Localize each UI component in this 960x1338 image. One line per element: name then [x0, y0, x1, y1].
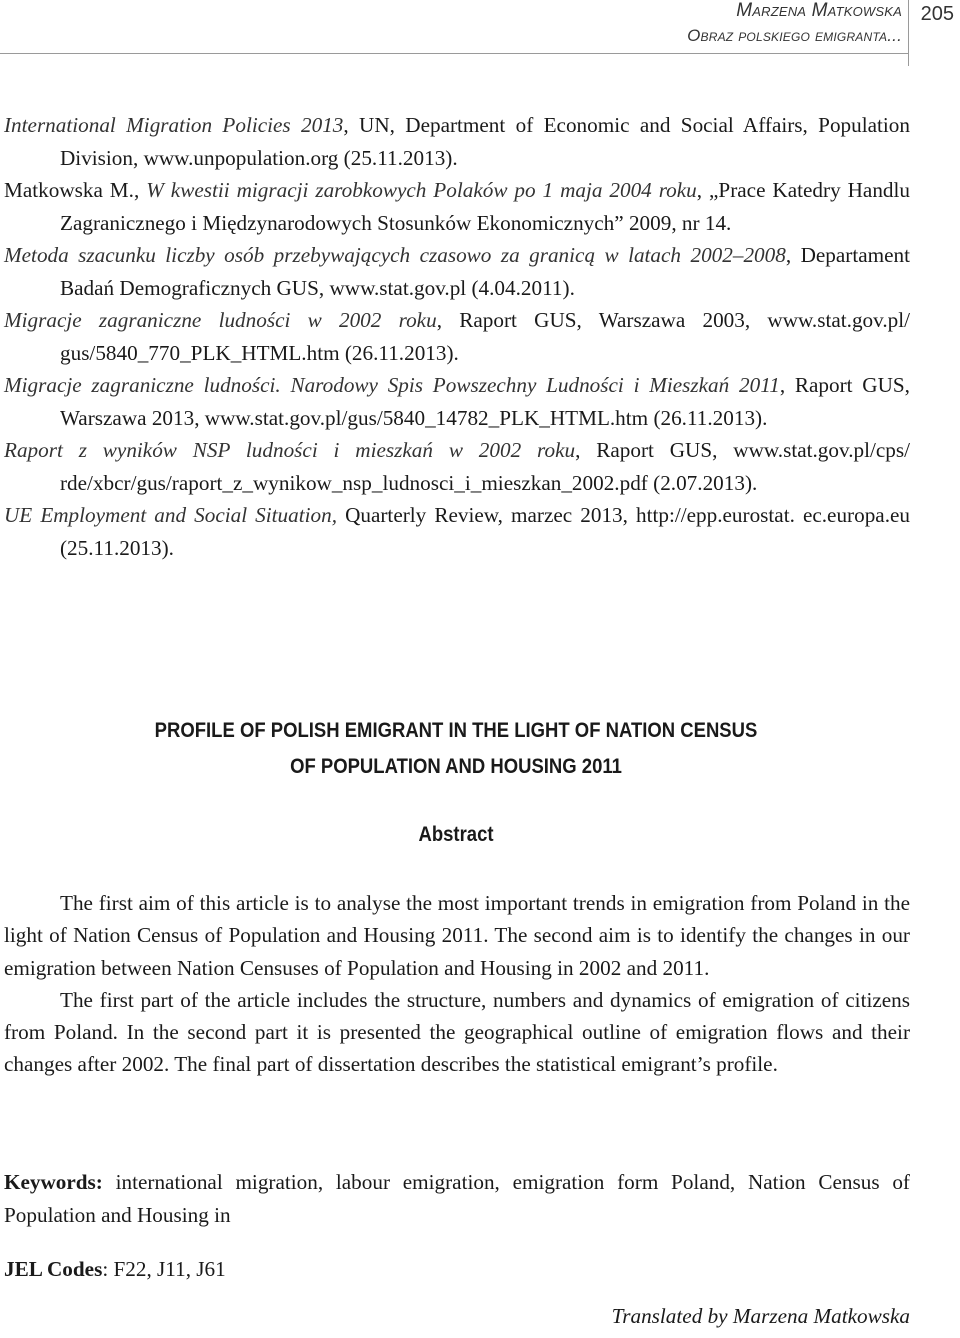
reference-item [4, 174, 910, 239]
reference-title: UE Employment and Social Situation, [4, 503, 337, 527]
reference-title: Migracje zagraniczne ludności. Narodowy Spis Powszechny Ludności i Mieszkań 2011 [4, 373, 780, 397]
reference-details: , Raport GUS, Warszawa 2013, www.stat.gov.pl/gus/5840_14782_PLK_HTML.htm (26.11.2013). [60, 373, 910, 430]
page-number: 205 [920, 3, 954, 25]
reference-details: , Raport GUS, Warszawa 2003, www.stat.gov.pl/ gus/5840_770_PLK_HTML.htm (26.11.2013). [60, 308, 911, 365]
abstract-paragraph: The first aim of this article is to analyse the most important trends in emigration from Poland in the light of Nation Census of Population and Housing 2011. The second aim is to identify the changes in our emigration between Nation Censuses of Population and Housing in 2002 and 2011. [4, 891, 910, 980]
reference-item [4, 239, 910, 304]
header-vertical-rule [908, 0, 909, 66]
running-header-title: Obraz polskiego emigranta... [687, 26, 902, 45]
reference-item [4, 109, 910, 174]
reference-title: International Migration Policies 2013 [4, 113, 344, 137]
keywords-label: Keywords: [4, 1170, 103, 1194]
reference-details: , Departament Badań Demograficznych GUS, www.stat.gov.pl (4.04.2011). [60, 243, 910, 300]
keywords [4, 1166, 910, 1232]
abstract-heading: Abstract [418, 822, 494, 846]
reference-item [4, 304, 910, 369]
abstract-paragraph: The first part of the article includes the structure, numbers and dynamics of emigration of citizens from Poland. In the second part it is presented the geographical outline of emigration flows and their changes after 2002. The final part of dissertation describes the statistical emigrant’s profile. [4, 987, 910, 1077]
reference-title: Raport z wyników NSP ludności i mieszkań w 2002 roku [4, 438, 576, 462]
reference-author: Matkowska M., [4, 178, 147, 202]
reference-details: Quarterly Review, marzec 2013, http://epp.eurostat. ec.europa.eu (25.11.2013). [60, 503, 910, 560]
keywords-text: international migration, labour emigration, emigration form Poland, Nation Census of Population and Housing in [4, 1170, 910, 1227]
article-title-line-1: PROFILE OF POLISH EMIGRANT IN THE LIGHT OF NATION CENSUS [154, 718, 758, 742]
reference-item [4, 369, 910, 434]
reference-title: Migracje zagraniczne ludności w 2002 roku [4, 308, 437, 332]
reference-item [4, 434, 910, 499]
reference-details: , UN, Department of Economic and Social Affairs, Population Division, www.unpopulation.org (25.11.2013). [60, 113, 910, 170]
running-header-author: Marzena Matkowska [736, 0, 902, 21]
reference-details: , „Prace Katedry Handlu Zagranicznego i Międzynarodowych Stosunków Ekonomicznych” 2009, nr 14. [60, 178, 910, 235]
header-rule [0, 53, 908, 54]
reference-title: Metoda szacunku liczby osób przebywających czasowo za granicą w latach 2002–2008 [4, 243, 786, 267]
article-title [64, 712, 848, 784]
reference-list [4, 109, 910, 564]
jel-label: JEL Codes [4, 1257, 103, 1281]
jel-codes [4, 1257, 226, 1282]
reference-details: , Raport GUS, www.stat.gov.pl/cps/ rde/xbcr/gus/raport_z_wynikow_nsp_ludnosci_i_mieszkan_2002.pdf (2.07.2013). [60, 438, 911, 495]
reference-title: W kwestii migracji zarobkowych Polaków po 1 maja 2004 roku [146, 178, 697, 202]
jel-text: : F22, J11, J61 [102, 1257, 226, 1281]
article-title-line-2: OF POPULATION AND HOUSING 2011 [290, 754, 622, 778]
reference-item [4, 499, 910, 564]
abstract-body [4, 887, 910, 1081]
translator-credit: Translated by Marzena Matkowska [611, 1304, 910, 1328]
